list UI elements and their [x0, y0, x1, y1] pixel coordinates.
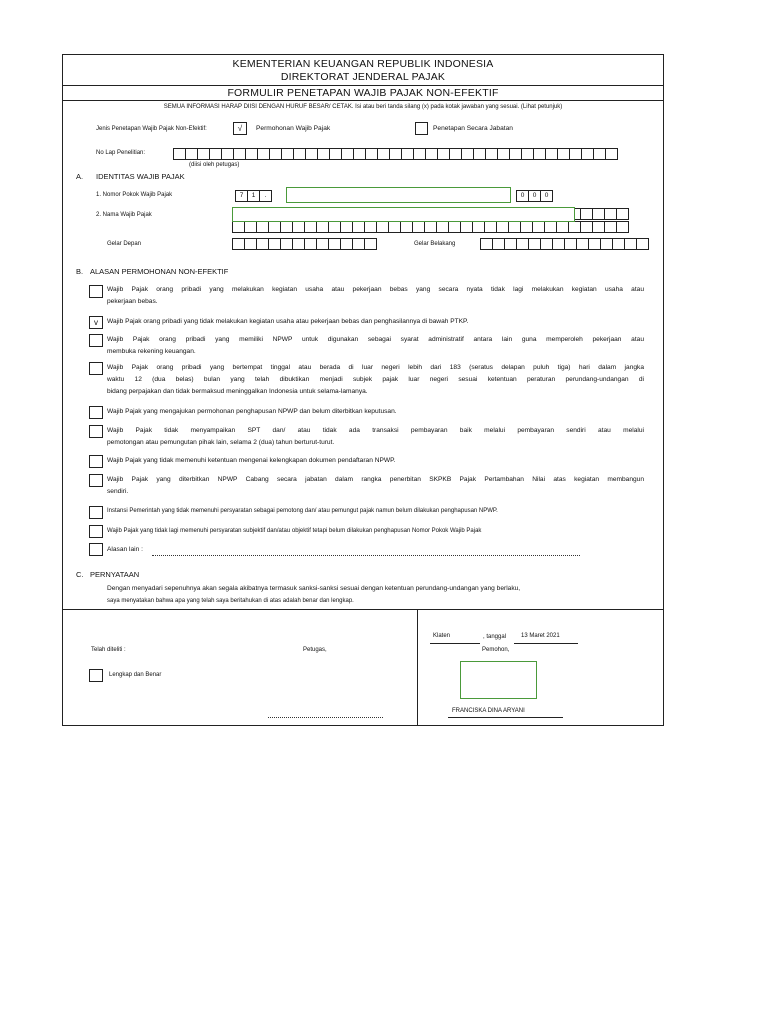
directorate-heading: DIREKTORAT JENDERAL PAJAK: [280, 71, 446, 83]
telah-diteliti-label: Telah diteliti :: [91, 647, 126, 653]
section-b-title: ALASAN PERMOHONAN NON-EFEKTIF: [90, 267, 229, 276]
form-title: FORMULIR PENETAPAN WAJIB PAJAK NON-EFEKTIF: [227, 87, 499, 99]
lengkap-label: Lengkap dan Benar: [109, 672, 162, 678]
section-c-title: PERNYATAAN: [90, 570, 140, 579]
name-cells-row2[interactable]: [233, 221, 629, 233]
option-permohonan-checkbox[interactable]: √: [233, 122, 247, 135]
reason-text: waktu 12 (dua belas) bulan yang telah dibuktikan menjadi subjek pajak luar negeri sesuai ketentuan peraturan perundang-undangan di: [107, 376, 644, 383]
reason-text: Instansi Pemerintah yang tidak memenuhi persyaratan sebagai pemotong dan/ atau pemungut pajak namun belum dilakukan penghapusan NPWP.: [107, 508, 498, 514]
gelar-belakang-cells[interactable]: [481, 238, 649, 250]
reason-text: pemotongan atau pemungutan pihak lain, selama 2 (dua) tahun berturut-turut.: [107, 439, 335, 446]
reason-checkbox[interactable]: [89, 285, 103, 298]
no-lap-cells[interactable]: [174, 148, 618, 160]
statement-line: saya menyatakan bahwa apa yang telah saya beritahukan di atas adalah benar dan lengkap.: [107, 598, 354, 604]
gelar-depan-cells[interactable]: [233, 238, 377, 250]
reason-checkbox[interactable]: v: [89, 316, 103, 329]
npwp-prefix-cells[interactable]: [236, 190, 272, 202]
statement-line: Dengan menyadari sepenuhnya akan segala akibatnya termasuk sanksi-sanksi sesuai dengan ketentuan perundang-undangan yang berlaku,: [107, 585, 521, 592]
reason-checkbox[interactable]: [89, 474, 103, 487]
reason-text: sendiri.: [107, 488, 129, 495]
reason-checkbox[interactable]: [89, 425, 103, 438]
no-lap-label: No Lap Penelitian:: [96, 150, 146, 156]
no-lap-note: (diisi oleh petugas): [189, 162, 240, 168]
name-redacted-field[interactable]: [232, 207, 575, 222]
petugas-signature-line[interactable]: [268, 717, 383, 718]
date-value: 13 Maret 2021: [521, 633, 560, 639]
lengkap-checkbox[interactable]: [89, 669, 103, 682]
npwp-digit: 0: [528, 190, 541, 202]
reason-text: bidang perpajakan dan tidak bermaksud meninggalkan Indonesia untuk selama-lamanya.: [107, 388, 368, 395]
reason-checkbox[interactable]: [89, 334, 103, 347]
npwp-digit: 1: [247, 190, 260, 202]
reason-text: Wajib Pajak yang diterbitkan NPWP Cabang secara jabatan dalam rangka penerbitan SKPKB Pajak Pertambahan Nilai atas kegiatan membangun: [107, 476, 644, 483]
section-a-title: IDENTITAS WAJIB PAJAK: [96, 172, 185, 181]
section-c-letter: C.: [76, 570, 84, 579]
reason-checkbox[interactable]: [89, 543, 103, 556]
npwp-digit: .: [259, 190, 272, 202]
pemohon-label: Pemohon,: [482, 647, 510, 653]
other-reason-line[interactable]: [152, 555, 580, 556]
reason-text: Alasan lain :: [107, 546, 143, 553]
npwp-digit: 0: [540, 190, 553, 202]
option-permohonan-label: Permohonan Wajib Pajak: [256, 125, 331, 132]
reason-text: pekerjaan bebas.: [107, 298, 158, 305]
reason-text: Wajib Pajak tidak menyampaikan SPT dan/ atau tidak ada transaksi pembayaran baik melalui pembayaran sendiri atau melalui: [107, 427, 644, 434]
reason-checkbox[interactable]: [89, 525, 103, 538]
signer-name: FRANCISKA DINA ARYANI: [452, 708, 525, 714]
npwp-redacted-field[interactable]: [286, 187, 511, 203]
header-divider: [62, 85, 664, 86]
reason-text: Wajib Pajak orang pribadi yang melakukan kegiatan usaha atau pekerjaan bebas yang secara nyata tidak lagi melakukan kegiatan usaha atau: [107, 286, 644, 293]
gelar-belakang-label: Gelar Belakang: [414, 241, 456, 247]
footer-divider: [62, 609, 664, 610]
reason-text: Wajib Pajak orang pribadi yang tidak melakukan kegiatan usaha atau pekerjaan bebas dan penghasilannya di bawah PTKP.: [107, 318, 469, 325]
city-value: Klaten: [433, 633, 451, 639]
title-divider: [62, 100, 664, 101]
ministry-heading: KEMENTERIAN KEUANGAN REPUBLIK INDONESIA: [232, 58, 494, 70]
reason-checkbox[interactable]: [89, 362, 103, 375]
fill-instruction: SEMUA INFORMASI HARAP DIISI DENGAN HURUF BESAR/ CETAK. Isi atau beri tanda silang (x) pada kotak jawaban yang sesuai. (Lihat petunjuk): [163, 104, 563, 110]
npwp-digit: 0: [516, 190, 529, 202]
footer-separator: [417, 609, 418, 726]
reason-text: Wajib Pajak yang mengajukan permohonan penghapusan NPWP dan belum diterbitkan keputusan.: [107, 408, 397, 415]
reason-checkbox[interactable]: [89, 406, 103, 419]
reason-checkbox[interactable]: [89, 455, 103, 468]
section-b-letter: B.: [76, 267, 84, 276]
name-label: 2. Nama Wajib Pajak: [96, 212, 152, 218]
option-jabatan-checkbox[interactable]: [415, 122, 428, 135]
tanggal-label: , tanggal: [483, 634, 507, 640]
reason-text: Wajib Pajak yang tidak memenuhi ketentuan mengenai kelengkapan dokumen pendaftaran NPWP.: [107, 457, 396, 464]
npwp-suffix-cells[interactable]: [517, 190, 553, 202]
reason-text: Wajib Pajak orang pribadi yang memiliki NPWP untuk digunakan sebagai syarat administratif antara lain guna memperoleh pekerjaan atau: [107, 336, 644, 343]
gelar-depan-label: Gelar Depan: [107, 241, 142, 247]
type-label: Jenis Penetapan Wajib Pajak Non-Efektif:: [96, 126, 207, 132]
city-underline: [430, 643, 480, 644]
section-a-letter: A.: [76, 172, 84, 181]
signer-underline: [448, 717, 563, 718]
reason-text: membuka rekening keuangan.: [107, 348, 196, 355]
date-underline: [514, 643, 578, 644]
option-jabatan-label: Penetapan Secara Jabatan: [433, 125, 513, 132]
npwp-digit: 7: [235, 190, 248, 202]
npwp-label: 1. Nomor Pokok Wajib Pajak: [96, 192, 173, 198]
reason-text: Wajib Pajak orang pribadi yang bertempat tinggal atau berada di luar negeri lebih dari 183 (seratus delapan puluh tiga) hari dalam jangka: [107, 364, 644, 371]
petugas-label: Petugas,: [303, 647, 327, 653]
reason-checkbox[interactable]: [89, 506, 103, 519]
reason-text: Wajib Pajak yang tidak lagi memenuhi persyaratan subjektif dan/atau objektif tetapi belum dilakukan penghapusan Nomor Pokok Wajib Pajak: [107, 528, 482, 534]
signature-box[interactable]: [460, 661, 537, 699]
